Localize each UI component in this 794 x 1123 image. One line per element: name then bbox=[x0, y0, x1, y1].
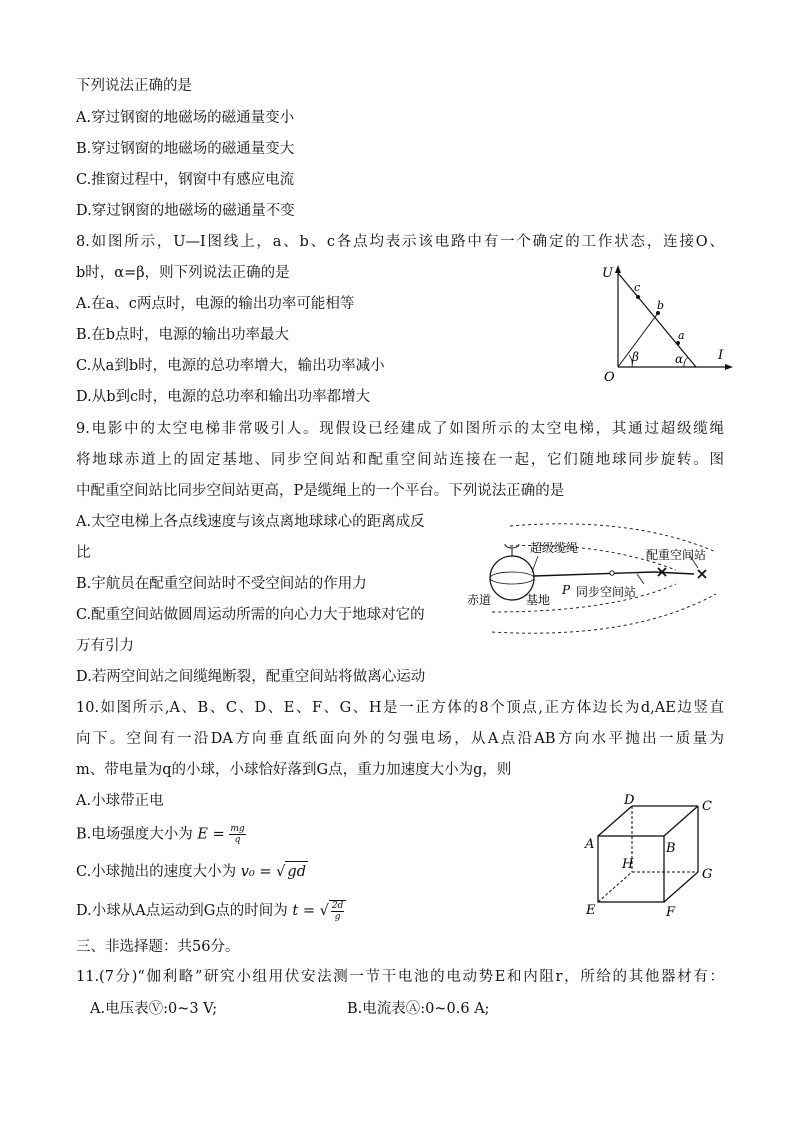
formula-lhs: t bbox=[292, 903, 299, 919]
option-b: B.在b点时，电源的输出功率最大 bbox=[76, 327, 290, 343]
option-c: C.小球抛出的速度大小为 v₀ = √ gd bbox=[76, 861, 308, 882]
vertex-d: D bbox=[624, 794, 635, 808]
origin-label: O bbox=[604, 370, 615, 385]
equator-label: 赤道 bbox=[467, 593, 492, 607]
option-a: A.电压表Ⓥ:0~3 V; bbox=[90, 1001, 218, 1017]
i-label: I bbox=[718, 348, 724, 363]
option-b-text: B.电场强度大小为 bbox=[76, 826, 198, 843]
b-label: b bbox=[657, 299, 665, 312]
edge-bc bbox=[664, 806, 698, 836]
base-label: 基地 bbox=[526, 593, 551, 607]
fraction-denominator: q bbox=[234, 835, 241, 845]
option-d: D.从b到c时，电源的总功率和输出功率都增大 bbox=[76, 389, 371, 405]
hidden-edge-eh bbox=[598, 872, 632, 902]
vertex-h: H bbox=[622, 857, 634, 872]
vertex-g: G bbox=[702, 867, 713, 882]
question-9-stem-cont: 中配重空间站比同步空间站更高，P是缆绳上的一个平台。下列说法正确的是 bbox=[76, 483, 565, 499]
formula-lhs: v₀ bbox=[240, 864, 255, 880]
question-8-stem-cont: b时，α=β，则下列说法正确的是 bbox=[76, 265, 290, 281]
alpha-label: α bbox=[675, 352, 684, 366]
vertex-a: A bbox=[585, 837, 595, 852]
vertex-b: B bbox=[666, 841, 676, 856]
cube-figure bbox=[580, 794, 730, 924]
option-d: D.穿过钢窗的地磁场的磁通量不变 bbox=[76, 203, 295, 219]
formula-lhs: E bbox=[197, 826, 208, 843]
question-10-stem-cont: m、带电量为q的小球，小球恰好落到G点，重力加速度大小为g，则 bbox=[76, 762, 512, 778]
ui-line bbox=[618, 273, 696, 367]
option-b: B.电流表Ⓐ:0~0.6 A; bbox=[347, 1001, 490, 1017]
question-10-stem: 10.如图所示,A、B、C、D、E、F、G、H是一正方体的8个顶点,正方体边长为d,AE边竖直 bbox=[76, 700, 724, 716]
sync-label: 同步空间站 bbox=[576, 585, 637, 599]
question-11-stem: 11.(7分)“伽利略”研究小组用伏安法测一节干电池的电动势E和内阻r，所给的其他器材有： bbox=[76, 969, 724, 985]
c-label: c bbox=[634, 281, 641, 294]
section-heading: 三、非选择题：共56分。 bbox=[76, 939, 240, 955]
ui-graph-figure bbox=[590, 255, 740, 385]
beta-label: β bbox=[632, 350, 639, 364]
option-c: C.推窗过程中，钢窗中有感应电流 bbox=[76, 172, 295, 188]
space-elevator-figure bbox=[462, 512, 724, 642]
question-8-stem: 8.如图所示，U—I图线上，a、b、c各点均表示该电路中有一个确定的工作状态，连接O、 bbox=[76, 234, 724, 250]
leader-line bbox=[532, 556, 538, 572]
option-a: A.小球带正电 bbox=[76, 793, 164, 809]
option-c-cont: 万有引力 bbox=[76, 638, 134, 654]
a-label: a bbox=[678, 329, 685, 342]
edge-fg bbox=[664, 872, 698, 902]
option-d-text: D.小球从A点运动到G点的时间为 bbox=[76, 903, 293, 919]
fraction-numerator: mg bbox=[230, 824, 245, 834]
option-c: C.配重空间站做圆周运动所需的向心力大于地球对它的 bbox=[76, 607, 425, 623]
question-10-stem-cont: 向下。空间有一沿DA方向垂直纸面向外的匀强电场，从A点沿AB方向水平抛出一质量为 bbox=[76, 731, 724, 747]
platform-p bbox=[610, 571, 614, 575]
option-a: A.太空电梯上各点线速度与该点离地球球心的距离成反 bbox=[76, 514, 425, 530]
option-a: A.穿过钢窗的地磁场的磁通量变小 bbox=[76, 110, 295, 126]
cable-label: 超级缆绳 bbox=[530, 541, 579, 555]
leader-line bbox=[637, 574, 644, 584]
fraction-numerator: 2d bbox=[331, 901, 344, 911]
vertex-e: E bbox=[586, 903, 596, 918]
option-a: A.在a、c两点时，电源的输出功率可能相等 bbox=[76, 296, 355, 312]
fraction-denominator: g bbox=[334, 912, 341, 922]
option-b: B.穿过钢窗的地磁场的磁通量变大 bbox=[76, 141, 295, 157]
question-9-stem-cont: 将地球赤道上的固定基地、同步空间站和配重空间站连接在一起，它们随地球同步旋转。图 bbox=[76, 452, 724, 468]
radicand: gd bbox=[285, 861, 308, 882]
question-9-stem: 9.电影中的太空电梯非常吸引人。现假设已经建成了如图所示的太空电梯，其通过超级缆绳 bbox=[76, 421, 724, 437]
u-label: U bbox=[602, 266, 613, 281]
cable bbox=[534, 572, 654, 576]
text-line: 下列说法正确的是 bbox=[76, 78, 192, 94]
point-c bbox=[636, 295, 640, 299]
arrow-icon bbox=[615, 265, 621, 273]
option-d: D.若两空间站之间缆绳断裂，配重空间站将做离心运动 bbox=[76, 669, 426, 685]
edge-ad bbox=[598, 806, 632, 836]
option-c-text: C.小球抛出的速度大小为 bbox=[76, 864, 241, 880]
alpha-arc bbox=[684, 357, 688, 367]
option-a-cont: 比 bbox=[76, 545, 91, 561]
option-b: B.电场强度大小为 E = $\frac{mg}{q}$ bbox=[76, 824, 245, 845]
counterweight-station-icon bbox=[698, 570, 706, 578]
p-label: P bbox=[562, 583, 571, 597]
counterweight-label: 配重空间站 bbox=[646, 548, 707, 562]
option-c: C.从a到b时，电源的总功率增大，输出功率减小 bbox=[76, 358, 385, 374]
fraction bbox=[331, 901, 345, 922]
fraction bbox=[229, 824, 245, 845]
arrow-icon bbox=[725, 364, 733, 370]
radicand bbox=[329, 900, 347, 922]
option-b: B.宇航员在配重空间站时不受空间站的作用力 bbox=[76, 576, 367, 592]
option-d: D.小球从A点运动到G点的时间为 t = √ $\frac{2d}{g}$ bbox=[76, 900, 346, 922]
vertex-f: F bbox=[666, 905, 676, 920]
vertex-c: C bbox=[702, 799, 712, 814]
